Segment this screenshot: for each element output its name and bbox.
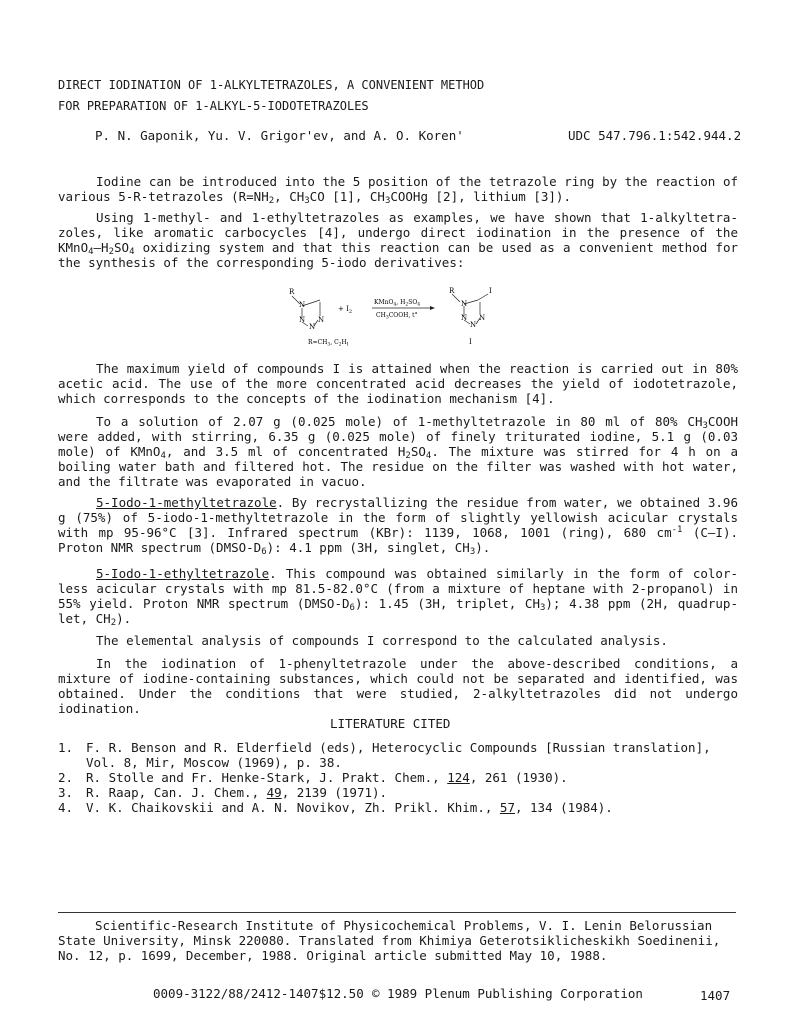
scheme-reagents-top: KMnO$_4$, $H_2SO_4$	[374, 299, 421, 308]
footer-code: 0009-3122/88/2412-1407$12.50	[153, 986, 364, 1001]
scheme-reagents-bottom: $CH_3COOH$, t°	[376, 312, 418, 321]
scheme-r-right: R	[449, 287, 455, 295]
footer-copyright: © 1989 Plenum Publishing Corporation	[372, 986, 643, 1001]
literature-heading: LITERATURE CITED	[330, 716, 451, 731]
paragraph-yield: The maximum yield of compounds I is attained when the reaction is carried out in 80% acetic acid. The use of the more concentrated acid decreases the yield of iodotetrazole, which corresponds to the concepts of the iodination mechanism [4].	[58, 361, 738, 406]
title-line-1: DIRECT IODINATION OF 1-ALKYLTETRAZOLES, A CONVENIENT METHOD	[58, 78, 485, 92]
footnote-line-2: State University, Minsk 220080. Translated from Khimiya Geterotsiklicheskikh Soedinenii,	[58, 933, 721, 948]
page-number: 1407	[700, 988, 731, 1003]
paragraph-procedure: To a solution of 2.07 g (0.025 mole) of 1-methyltetrazole in 80 ml of 80% $CH_3COOH$ were added, with stirring, 6.35 g (0.025 mole) of finely triturated iodine, 5.1 g (0.03 mole) of KMnO$_4$, and 3.5 ml of concentrated $H_2SO_4$. The mixture was stirred for 4 h on a boiling water bath and filtered hot. The residue on the filter was washed with hot water, and the filtrate was evaporated in vacuo.	[58, 414, 738, 489]
reference-item: 2. R. Stolle and Fr. Henke-Stark, J. Prakt. Chem., 124, 261 (1930).	[58, 770, 568, 785]
scheme-product-n1: N	[461, 300, 468, 308]
paragraph-intro: Iodine can be introduced into the 5 position of the tetrazole ring by the reaction of various 5-R-tetrazoles ($R=NH_2$, $CH_3CO$ [1], $CH_3COOHg$ [2], lithium [3]).	[58, 174, 738, 206]
paragraph-phenyl: In the iodination of 1-phenyltetrazole under the above-described conditions, a mixture of iodine-containing substances, which could not be separated and identified, was obtained. Under the conditions that were studied, 2-alkyltetrazoles did not undergo iodination.	[58, 656, 738, 716]
title-line-2: FOR PREPARATION OF 1-ALKYL-5-IODOTETRAZOLES	[58, 99, 369, 113]
reference-item: 1. F. R. Benson and R. Elderfield (eds), Heterocyclic Compounds [Russian translation], Vol. 8, Mir, Moscow (1969), p. 38.	[58, 740, 711, 770]
paragraph-ethyl-compound: 5-Iodo-1-ethyltetrazole. This compound was obtained similarly in the form of color-less acicular crystals with mp 81.5-82.0°C (from a mixture of heptane with 2-propanol) in 55% yield. Proton NMR spectrum $(DMSO-D_6)$: 1.45 (3H, triplet, $CH_3$); 4.38 ppm (2H, quadrup-let, $CH_2$).	[58, 566, 738, 628]
scheme-i-right: I	[489, 287, 492, 295]
scheme-r-left: R	[289, 288, 295, 296]
scheme-arrow-head	[430, 306, 435, 310]
scheme-n4: N	[299, 316, 306, 324]
paragraph-methyl-compound: 5-Iodo-1-methyltetrazole. By recrystallizing the residue from water, we obtained 3.96 g (75%) of 5-iodo-1-methyltetrazole in the form of slightly yellowish acicular crystals with mp 95-96°C [3]. Infrared spectrum (KBr): 1139, 1068, 1001 (ring), 680 $cm^{-1}$ (C–I). Proton NMR spectrum $(DMSO-D_6)$: 4.1 ppm (3H, singlet, $CH_3$).	[58, 495, 738, 557]
paragraph-method: Using 1-methyl- and 1-ethyltetrazoles as examples, we have shown that 1-alkyltetra-zoles, like aromatic carbocycles [4], undergo direct iodination in the presence of the $KMnO_4-H_2SO_4$ oxidizing system and that this reaction can be used as a convenient method for the synthesis of the corresponding 5-iodo derivatives:	[58, 210, 738, 270]
footnote-line-1: Scientific-Research Institute of Physicochemical Problems, V. I. Lenin Belorussian	[95, 918, 713, 933]
reaction-scheme	[280, 284, 520, 348]
authors: P. N. Gaponik, Yu. V. Grigor'ev, and A. O. Koren'	[95, 128, 464, 143]
reference-item: 4. V. K. Chaikovskii and A. N. Novikov, Zh. Prikl. Khim., 57, 134 (1984).	[58, 800, 613, 815]
scheme-product-n4: N	[461, 314, 468, 322]
reference-item: 3. R. Raap, Can. J. Chem., 49, 2139 (1971).	[58, 785, 388, 800]
scheme-product-n2: N	[479, 314, 486, 322]
scheme-product-n3: N	[470, 321, 477, 329]
scheme-n3: N	[309, 323, 316, 331]
tetrazole-reactant	[292, 296, 320, 326]
paragraph-elemental-analysis: The elemental analysis of compounds I correspond to the calculated analysis.	[96, 633, 668, 648]
scheme-compound-label: I	[469, 338, 472, 346]
footnote-line-3: No. 12, p. 1699, December, 1988. Original article submitted May 10, 1988.	[58, 948, 608, 963]
scheme-n2: N	[318, 316, 325, 324]
footnote-divider	[58, 912, 736, 913]
scheme-iodine: + $I_2$	[338, 305, 353, 315]
udc-code: UDC 547.796.1:542.944.2	[568, 128, 742, 143]
scheme-r-definition: $R=CH_3$, $C_2H_I$	[308, 339, 349, 348]
scheme-n1: N	[299, 301, 306, 309]
